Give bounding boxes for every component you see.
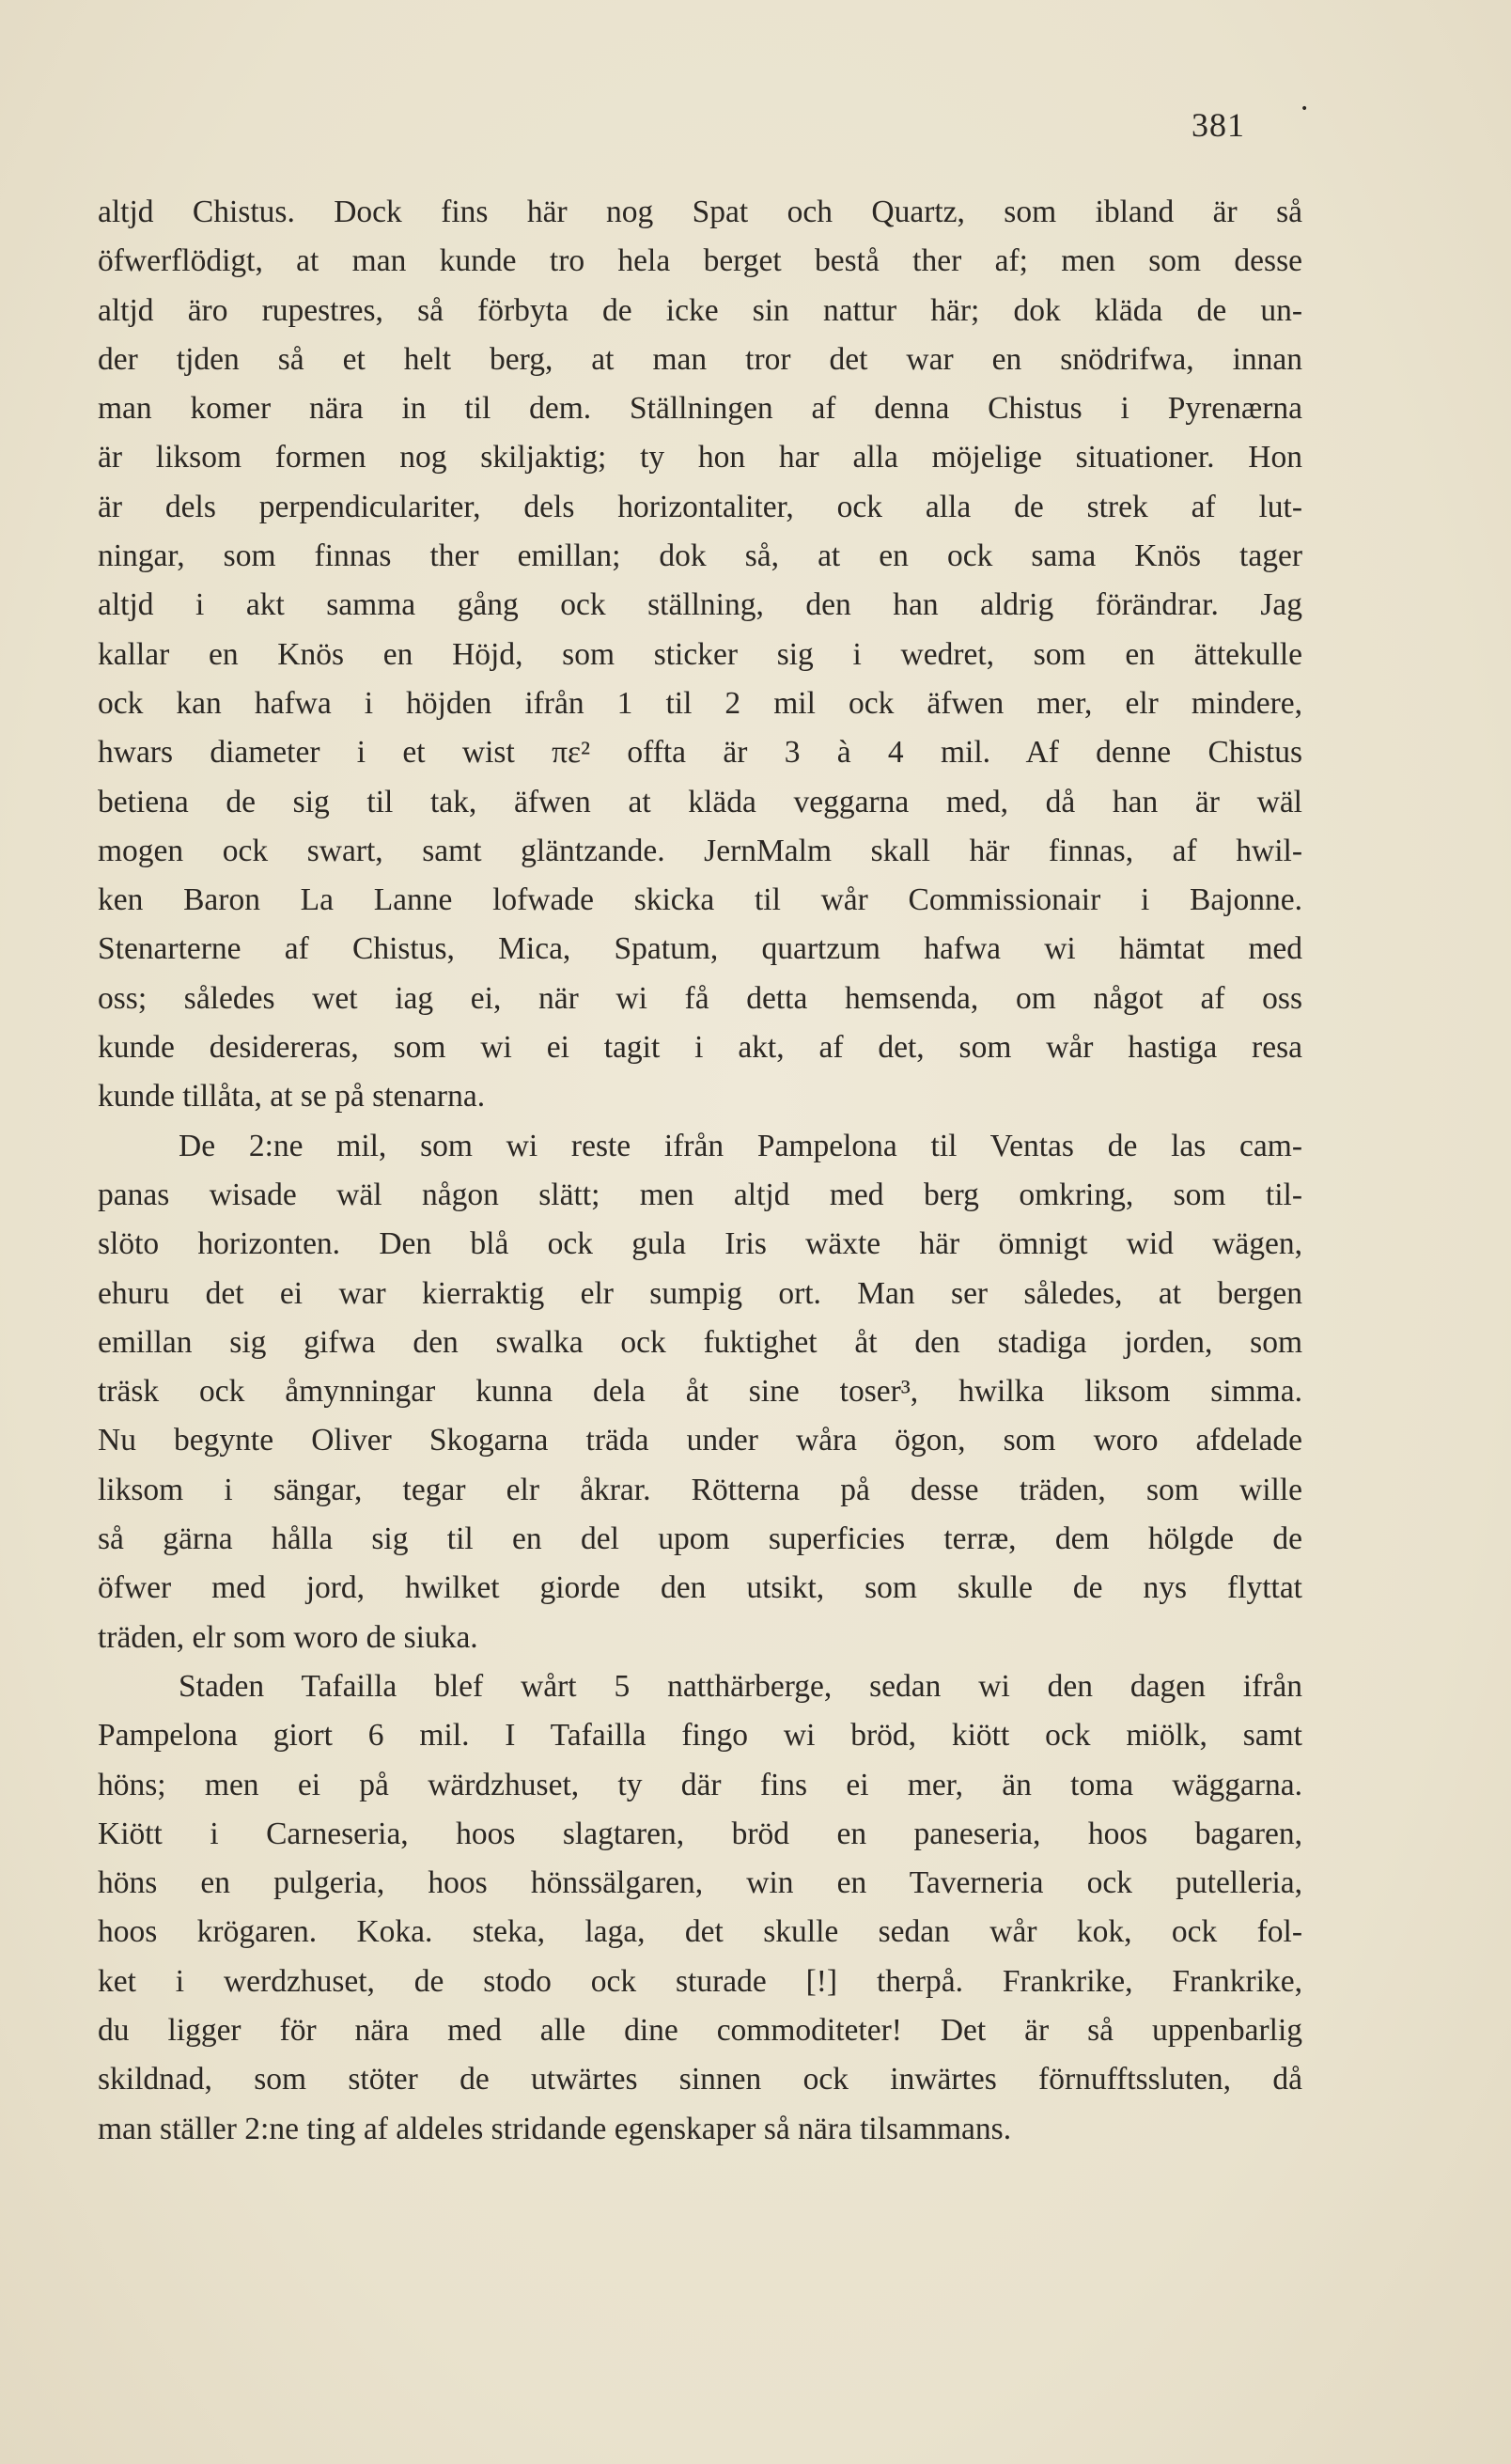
text-line: altjd äro rupestres, så förbyta de icke sin nattur här; dok kläda de un- <box>98 292 1302 328</box>
text-line: ningar, som finnas ther emillan; dok så, at en ock sama Knös tager <box>98 538 1302 574</box>
page-mark: • <box>1301 101 1309 117</box>
text-line: altjd Chistus. Dock fins här nog Spat och Quartz, som ibland är så <box>98 195 1302 229</box>
text-line: är liksom formen nog skiljaktig; ty hon har alla möjelige situationer. Hon <box>98 440 1302 476</box>
text-line: liksom i sängar, tegar elr åkrar. Rötterna på desse träden, som wille <box>98 1472 1302 1507</box>
text-line: De 2:ne mil, som wi reste ifrån Pampelona til Ventas de las cam- <box>179 1128 1302 1163</box>
text-line: der tjden så et helt berg, at man tror det war en snödrifwa, innan <box>98 341 1302 377</box>
text-line: Stenarterne af Chistus, Mica, Spatum, quartzum hafwa wi hämtat med <box>98 931 1302 967</box>
text-line: träsk ock åmynningar kunna dela åt sine toser³, hwilka liksom simma. <box>98 1374 1302 1410</box>
text-line: slöto horizonten. Den blå ock gula Iris wäxte här ömnigt wid wägen, <box>98 1226 1302 1262</box>
text-line: skildnad, som stöter de utwärtes sinnen ock inwärtes förnufftssluten, då <box>98 2062 1302 2098</box>
text-line: är dels perpendiculariter, dels horizontaliter, ock alla de strek af lut- <box>98 489 1302 524</box>
text-line: ehuru det ei war kierraktig elr sumpig ort. Man ser således, at bergen <box>98 1275 1302 1311</box>
text-line: hoos krögaren. Koka. steka, laga, det skulle sedan wår kok, ock fol- <box>98 1914 1302 1950</box>
text-line: hwars diameter i et wist πε² offta är 3 à 4 mil. Af denne Chistus <box>98 735 1302 771</box>
text-line: man ställer 2:ne ting af aldeles stridande egenskaper så nära tilsammans. <box>98 2111 1012 2146</box>
text-line: ket i werdzhuset, de stodo ock sturade [!] therpå. Frankrike, Frankrike, <box>98 1963 1302 1999</box>
text-line: öfwerflödigt, at man kunde tro hela berget bestå ther af; men som desse <box>98 243 1302 279</box>
text-line: höns en pulgeria, hoos hönssälgaren, win en Taverneria ock putelleria, <box>98 1865 1302 1901</box>
text-line: Staden Tafailla blef wårt 5 natthärberge, sedan wi den dagen ifrån <box>179 1668 1302 1704</box>
text-line: kunde tillåta, at se på stenarna. <box>98 1079 486 1115</box>
text-line: oss; således wet iag ei, när wi få detta hemsenda, om något af oss <box>98 980 1302 1016</box>
text-line: träden, elr som woro de siuka. <box>98 1619 478 1655</box>
text-line: höns; men ei på wärdzhuset, ty där fins ei mer, än toma wäggarna. <box>98 1767 1302 1802</box>
text-line: Pampelona giort 6 mil. I Tafailla fingo wi bröd, kiött ock miölk, samt <box>98 1718 1302 1754</box>
text-line: man komer nära in til dem. Ställningen af denna Chistus i Pyrenærna <box>98 391 1302 427</box>
text-line: ock kan hafwa i höjden ifrån 1 til 2 mil ock äfwen mer, elr mindere, <box>98 685 1302 721</box>
text-line: du ligger för nära med alle dine commoditeter! Det är så uppenbarlig <box>98 2012 1302 2048</box>
text-line: altjd i akt samma gång ock ställning, den han aldrig förändrar. Jag <box>98 587 1302 623</box>
text-line: så gärna hålla sig til en del upom superficies terræ, dem hölgde de <box>98 1521 1302 1557</box>
text-line: Kiött i Carneseria, hoos slagtaren, bröd en paneseria, hoos bagaren, <box>98 1816 1302 1851</box>
text-line: öfwer med jord, hwilket giorde den utsikt, som skulle de nys flyttat <box>98 1570 1302 1606</box>
text-line: mogen ock swart, samt gläntzande. JernMalm skall här finnas, af hwil- <box>98 833 1302 868</box>
text-line: panas wisade wäl någon slätt; men altjd med berg omkring, som til- <box>98 1177 1302 1212</box>
body-text <box>98 188 1302 2154</box>
text-line: emillan sig gifwa den swalka ock fuktighet åt den stadiga jorden, som <box>98 1324 1302 1360</box>
text-line: betiena de sig til tak, äfwen at kläda veggarna med, då han är wäl <box>98 784 1302 819</box>
text-line: kallar en Knös en Höjd, som sticker sig i wedret, som en ättekulle <box>98 636 1302 672</box>
text-line: kunde desidereras, som wi ei tagit i akt, af det, som wår hastiga resa <box>98 1030 1302 1066</box>
text-line: ken Baron La Lanne lofwade skicka til wår Commissionair i Bajonne. <box>98 882 1302 918</box>
page-number: 381 <box>1192 106 1245 144</box>
text-line: Nu begynte Oliver Skogarna träda under wåra ögon, som woro afdelade <box>98 1423 1302 1458</box>
